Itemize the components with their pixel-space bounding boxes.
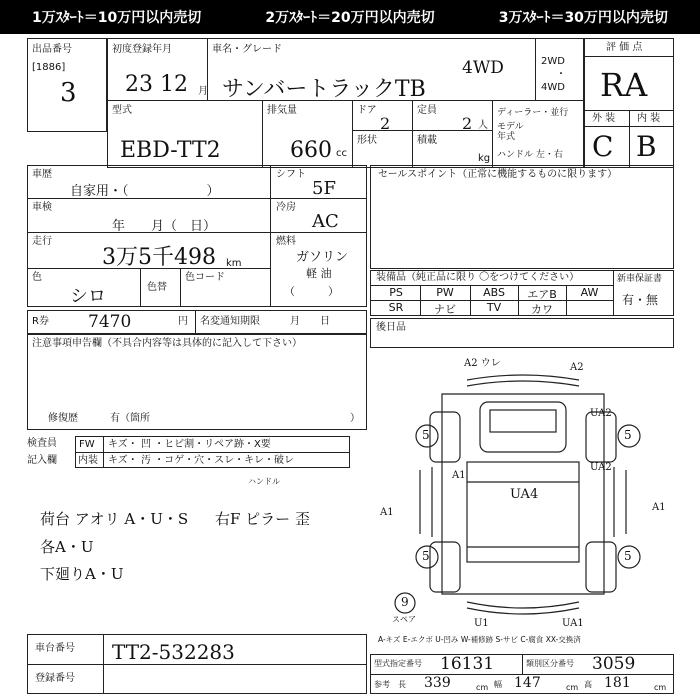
- equip-aw: AW: [580, 286, 599, 299]
- opt-dot: ・: [556, 69, 566, 80]
- int-label: 内 装: [637, 113, 661, 124]
- lot-label: 出品番号: [32, 44, 72, 55]
- spec-no-value: 16131: [440, 654, 495, 674]
- width-value: 147: [514, 675, 541, 691]
- shape-label: 形状: [357, 135, 377, 146]
- cap-value: 2: [462, 114, 473, 133]
- fuel-alt: 軽 油: [306, 267, 332, 280]
- repair-close: ）: [350, 413, 360, 424]
- disp-value: 660: [290, 138, 332, 163]
- ticket-unit: 円: [178, 316, 188, 327]
- mark-front-right: A2: [570, 362, 584, 373]
- mark-left-side: A1: [380, 507, 394, 518]
- warranty-value: 有・無: [622, 293, 659, 307]
- use-value: 自家用・（ ）: [70, 184, 220, 199]
- banner-item: 1万ｽﾀｰﾄ＝10万円以内売切: [32, 10, 202, 26]
- entry-label: 記入欄: [27, 455, 57, 466]
- equip-abs: ABS: [483, 286, 505, 299]
- opt-4wd: 4WD: [541, 82, 565, 93]
- color-label: 色: [32, 272, 42, 283]
- grade-label: 評 価 点: [606, 42, 643, 53]
- repair-label: 修復歴: [48, 413, 78, 424]
- lot-code: [1886]: [32, 62, 66, 73]
- opt-2wd: 2WD: [541, 56, 565, 67]
- equip-leather: カワ: [531, 303, 553, 316]
- handle-label: ハンドル 左・右: [497, 150, 563, 160]
- first-reg-label: 初度登録年月: [112, 44, 172, 55]
- color-code-label: 色コード: [185, 272, 225, 283]
- reg-label: 登録番号: [35, 673, 75, 684]
- shift-value: 5F: [312, 178, 336, 199]
- chassis-value: TT2-532283: [112, 640, 235, 664]
- sales-box: [370, 165, 674, 269]
- equip-tv: TV: [486, 301, 502, 314]
- class-value: 3059: [592, 654, 636, 674]
- width-unit: cm: [566, 683, 579, 692]
- door-label: ドア: [357, 105, 377, 116]
- cap-label: 定員: [417, 105, 437, 116]
- width-label: 幅: [494, 680, 502, 689]
- mark-rear-right: UA1: [562, 618, 584, 629]
- aftermarket-box: [370, 318, 674, 348]
- handle-note: ハンドル: [248, 477, 280, 486]
- tax-value: 月 日: [290, 316, 330, 327]
- warranty-label: 新車保証書: [617, 274, 663, 284]
- fw-items: キズ・ 凹 ・ヒビ割・リペア跡・X要: [108, 439, 271, 450]
- height-label: 高: [584, 680, 592, 689]
- int-value: B: [636, 130, 657, 163]
- equip-airbag: エアB: [527, 288, 557, 301]
- mark-spare: 9: [401, 595, 409, 609]
- remark-line-2: 右F ピラー 歪: [215, 510, 310, 528]
- inspection-label: 車検: [32, 202, 52, 213]
- disp-label: 排気量: [267, 105, 297, 116]
- disp-unit: cc: [336, 148, 347, 159]
- inspection-value: 年 月（ 日）: [112, 219, 217, 234]
- shift-label: シフト: [276, 169, 306, 180]
- mark-wheel-fr: 5: [624, 428, 632, 442]
- fuel-label: 燃料: [276, 236, 296, 247]
- color-change-label: 色替: [147, 282, 167, 293]
- repair-value: 有（箇所: [110, 413, 150, 424]
- mileage-unit: km: [226, 258, 242, 269]
- class-label: 類別区分番号: [526, 659, 574, 668]
- int-items: キズ・ 汚 ・コゲ・穴・スレ・キレ・破レ: [108, 455, 295, 466]
- remark-line-4: 下廻りA・U: [40, 565, 124, 583]
- ac-value: AC: [312, 211, 339, 232]
- mark-left-bed: A1: [452, 470, 466, 481]
- month-unit: 月: [198, 86, 208, 97]
- mileage-label: 走行: [32, 236, 52, 247]
- aftermarket-label: 後日品: [376, 322, 406, 333]
- mileage-value: 3万5千498: [102, 245, 216, 270]
- tax-label: 名変通知期限: [200, 316, 260, 327]
- lot-number: 3: [60, 78, 77, 108]
- name-label: 車名・グレード: [212, 44, 282, 55]
- dealer-label: ディーラー・並行: [497, 108, 569, 118]
- diagram-legend: A-キズ E-エクボ U-凹み W-補修跡 S-サビ C-腐食 XX-交換済: [378, 635, 581, 644]
- mark-right-bed: UA2: [590, 462, 612, 473]
- height-unit: cm: [654, 683, 667, 692]
- mark-bed-floor: UA4: [510, 487, 539, 502]
- drive-note: 4WD: [462, 58, 504, 78]
- mark-right-side: A1: [652, 502, 666, 513]
- door-value: 2: [380, 114, 391, 133]
- length-value: 339: [424, 675, 451, 691]
- color-value: シロ: [70, 286, 106, 307]
- load-unit: kg: [478, 153, 491, 164]
- length-label: 長: [398, 680, 406, 689]
- sales-title: セールスポイント（正常に機能するものに限ります）: [378, 169, 618, 180]
- fw-label: FW: [79, 439, 95, 450]
- model-value: EBD-TT2: [120, 138, 221, 163]
- damage-diagram: [372, 352, 674, 627]
- load-label: 積載: [417, 135, 437, 146]
- cap-unit: 人: [478, 120, 488, 131]
- int-check-label: 内装: [78, 455, 98, 466]
- chassis-label: 車台番号: [35, 643, 75, 654]
- fuel-paren: （ ）: [284, 285, 339, 298]
- grade-value: RA: [600, 66, 648, 104]
- mark-front: A2 ウレ: [464, 358, 501, 369]
- model-year-label: モデル 年式: [497, 122, 524, 142]
- first-reg-value: 23 12: [125, 72, 188, 97]
- ticket-value: 7470: [88, 312, 132, 332]
- height-value: 181: [604, 675, 631, 691]
- banner-item: 3万ｽﾀｰﾄ＝30万円以内売切: [498, 10, 668, 26]
- remark-line-1: 荷台 アオリ A・U・S: [40, 510, 189, 528]
- fuel-value: ガソリン: [296, 250, 349, 265]
- mark-wheel-rr: 5: [624, 549, 632, 563]
- ext-label: 外 装: [592, 113, 616, 124]
- length-unit: cm: [476, 683, 489, 692]
- name-value: サンバートラックTB: [222, 77, 426, 102]
- staff-label: 検査員: [27, 438, 57, 449]
- use-label: 車歴: [32, 169, 52, 180]
- remark-line-3: 各A・U: [40, 538, 94, 556]
- ext-value: C: [592, 130, 614, 163]
- mark-rear-left: U1: [474, 618, 489, 629]
- equip-navi: ナビ: [434, 303, 456, 316]
- mark-wheel-rl: 5: [422, 549, 430, 563]
- mark-right-door: UA2: [590, 408, 612, 419]
- equip-ps: PS: [389, 286, 403, 299]
- spec-no-label: 型式指定番号: [374, 659, 422, 668]
- spare-label: スペア: [392, 615, 416, 624]
- ticket-label: R券: [32, 316, 49, 327]
- price-banner: [0, 0, 700, 34]
- mark-wheel-fl: 5: [422, 428, 430, 442]
- ref-label: 参考: [374, 680, 390, 689]
- equipment-title: 装備品（純正品に限り 〇をつけてください）: [376, 272, 580, 283]
- ac-label: 冷房: [276, 202, 296, 213]
- model-label: 型式: [112, 105, 132, 116]
- equip-pw: PW: [436, 286, 454, 299]
- equip-sr: SR: [388, 301, 404, 314]
- banner-item: 2万ｽﾀｰﾄ＝20万円以内売切: [265, 10, 435, 26]
- notes-label: 注意事項申告欄（不具合内容等は具体的に記入して下さい）: [32, 338, 302, 349]
